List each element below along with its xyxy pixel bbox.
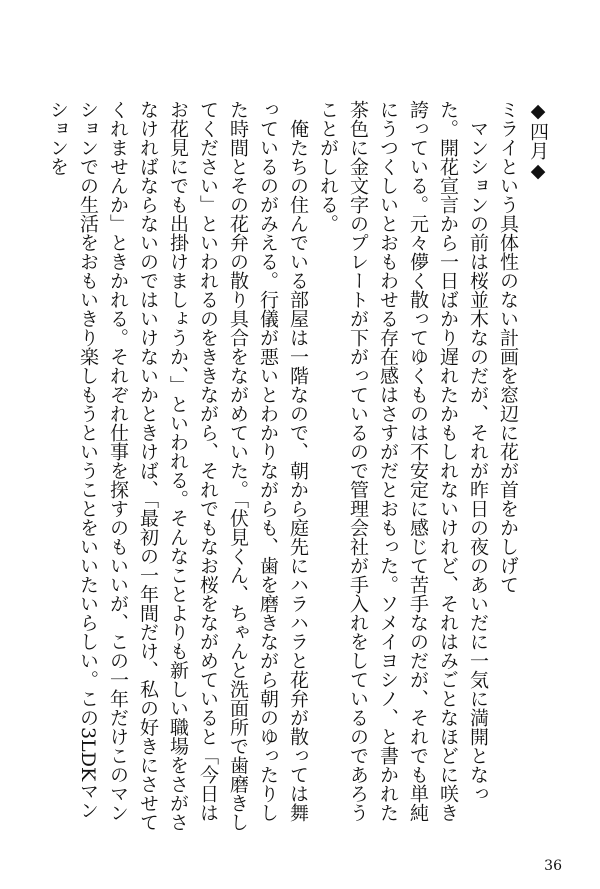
vertical-text-block bbox=[43, 100, 553, 835]
chapter-heading: ◆四月◆ bbox=[527, 100, 549, 182]
page-number: 36 bbox=[544, 858, 562, 874]
chapter-subtitle: ミライという具体性のない計画を窓辺に花が首をかしげて bbox=[497, 100, 519, 594]
paragraph-2: 俺たちの住んでいる部屋は一階なので、朝から庭先にハラハラと花弁が散っては舞っているのがみえる。行儀が悪いとわかりながらも、歯を磨きながら朝のゆったりした時間とその花弁の散り具合をながめていた。「伏見くん、ちゃんと洗面所で歯磨きしてください」といわれるのをききながら、それでもなお桜をながめていると「今日はお花見にでも出掛けましょうか、」といわれる。そんなことよりも新しい職場をさがさなければならないのではいけないかときけば、「最初の一年間だけ、私の好きにさせてくれませんか」ときかれる。それぞれ仕事を探すのもいいが、この一年だけこのマンションでの生活をおもいきり楽しもうということをいいたいらしい。この3LDKマンションを bbox=[47, 100, 309, 832]
paragraph-1: マンションの前は桜並木なのだが、それが昨日の夜のあいだに一気に満開となった。開花宣言から一日ばかり遅れたかもしれないけれど、それはみごとなほどに咲き誇っている。元々儚く散ってゆくものは不安定に感じて苦手なのだが、それでも単純にうつくしいとおもわせる存在感はさすがだとおもった。ソメイヨシノ、と書かれた茶色に金文字のプレートが下がっているので管理会社が手入れをしているのであろうことがしれる。 bbox=[317, 100, 489, 822]
